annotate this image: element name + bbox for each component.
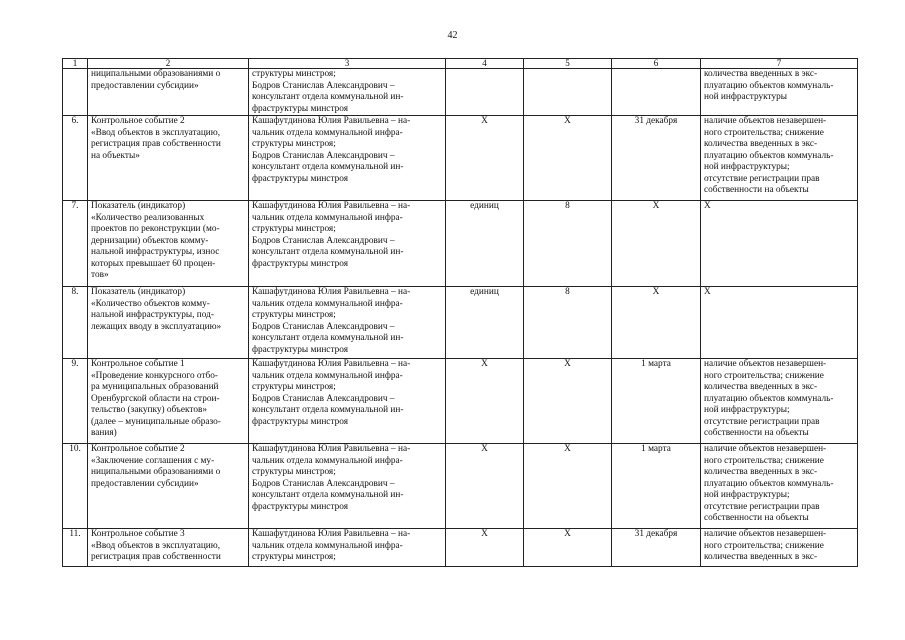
responsible-person: Кашафутдинова Юлия Равильевна – на- чальник отдела коммунальной инфра- структуры минстроя; Бодров Станислав Александрович – консультант отдела коммунальной ин- фраструктуры минстроя xyxy=(249,201,446,287)
event-name: Контрольное событие 2 «Ввод объектов в эксплуатацию, регистрация прав собственности на объекты» xyxy=(88,116,249,201)
unit: единиц xyxy=(446,201,524,287)
column-number: 5 xyxy=(524,59,612,69)
table-row xyxy=(63,287,858,359)
responsible-person: Кашафутдинова Юлия Равильевна – на- чальник отдела коммунальной инфра- структуры минстроя; Бодров Станислав Александрович – консультант отдела коммунальной ин- фраструктуры минстроя xyxy=(249,287,446,359)
result-description: наличие объектов незавершен- ного строительства; снижение количества введенных в экс- плуатацию объектов коммуналь- ной инфраструктуры; отсутствие регистрации прав собственности на объекты xyxy=(701,444,858,529)
column-number: 7 xyxy=(701,59,858,69)
page-number: 42 xyxy=(447,30,458,41)
value: 8 xyxy=(524,201,612,287)
table-row xyxy=(63,69,858,116)
result-description: наличие объектов незавершен- ного строительства; снижение количества введенных в экс- плуатацию объектов коммуналь- ной инфраструктуры; отсутствие регистрации прав собственности на объекты xyxy=(701,116,858,201)
value: Х xyxy=(524,359,612,444)
unit: единиц xyxy=(446,287,524,359)
value: Х xyxy=(524,444,612,529)
value: 8 xyxy=(524,287,612,359)
unit xyxy=(446,69,524,116)
date: 1 марта xyxy=(612,359,701,444)
event-name: Показатель (индикатор) «Количество объектов комму- нальной инфраструктуры, под- лежащих вводу в эксплуатацию» xyxy=(88,287,249,359)
responsible-person: Кашафутдинова Юлия Равильевна – на- чальник отдела коммунальной инфра- структуры минстроя; Бодров Станислав Александрович – консультант отдела коммунальной ин- фраструктуры минстроя xyxy=(249,444,446,529)
column-number: 6 xyxy=(612,59,701,69)
row-number: 9. xyxy=(63,359,88,444)
result-description: Х xyxy=(701,287,858,359)
date: 31 декабря xyxy=(612,529,701,567)
responsible-person: Кашафутдинова Юлия Равильевна – на- чальник отдела коммунальной инфра- структуры минстроя; xyxy=(249,529,446,567)
column-number: 3 xyxy=(249,59,446,69)
event-name: Контрольное событие 3 «Ввод объектов в эксплуатацию, регистрация прав собственности xyxy=(88,529,249,567)
row-number: 8. xyxy=(63,287,88,359)
event-name: Контрольное событие 2 «Заключение соглашения с му- ниципальными образованиями о предоставлении субсидии» xyxy=(88,444,249,529)
date: Х xyxy=(612,201,701,287)
table-row xyxy=(63,116,858,201)
column-number: 4 xyxy=(446,59,524,69)
responsible-person: Кашафутдинова Юлия Равильевна – на- чальник отдела коммунальной инфра- структуры минстроя; Бодров Станислав Александрович – консультант отдела коммунальной ин- фраструктуры минстроя xyxy=(249,359,446,444)
responsible-person: структуры минстроя; Бодров Станислав Александрович – консультант отдела коммунальной ин- фраструктуры минстроя xyxy=(249,69,446,116)
row-number xyxy=(63,69,88,116)
date: 31 декабря xyxy=(612,116,701,201)
row-number: 7. xyxy=(63,201,88,287)
column-number: 2 xyxy=(88,59,249,69)
column-number: 1 xyxy=(63,59,88,69)
event-name: Контрольное событие 1 «Проведение конкурсного отбо- ра муниципальных образований Оренбургской области на строи- тельство (закупку) объектов» (далее – муниципальные образо- вания) xyxy=(88,359,249,444)
responsible-person: Кашафутдинова Юлия Равильевна – на- чальник отдела коммунальной инфра- структуры минстроя; Бодров Станислав Александрович – консультант отдела коммунальной ин- фраструктуры минстроя xyxy=(249,116,446,201)
row-number: 6. xyxy=(63,116,88,201)
unit: Х xyxy=(446,529,524,567)
unit: Х xyxy=(446,116,524,201)
date: 1 марта xyxy=(612,444,701,529)
result-description: Х xyxy=(701,201,858,287)
event-name: ниципальными образованиями о предоставлении субсидии» xyxy=(88,69,249,116)
table-row xyxy=(63,359,858,444)
event-name: Показатель (индикатор) «Количество реализованных проектов по реконструкции (мо- дернизации) объектов комму- нальной инфраструктуры, износ которых превышает 60 процен- тов» xyxy=(88,201,249,287)
row-number: 10. xyxy=(63,444,88,529)
result-description: количества введенных в экс- плуатацию объектов коммуналь- ной инфраструктуры xyxy=(701,69,858,116)
value: Х xyxy=(524,529,612,567)
value xyxy=(524,69,612,116)
unit: Х xyxy=(446,359,524,444)
date xyxy=(612,69,701,116)
date: Х xyxy=(612,287,701,359)
table-row xyxy=(63,529,858,567)
plan-table xyxy=(62,58,858,567)
column-number-row xyxy=(63,59,858,69)
table-row xyxy=(63,444,858,529)
result-description: наличие объектов незавершен- ного строительства; снижение количества введенных в экс- плуатацию объектов коммуналь- ной инфраструктуры; отсутствие регистрации прав собственности на объекты xyxy=(701,359,858,444)
result-description: наличие объектов незавершен- ного строительства; снижение количества введенных в экс- xyxy=(701,529,858,567)
value: Х xyxy=(524,116,612,201)
row-number: 11. xyxy=(63,529,88,567)
unit: Х xyxy=(446,444,524,529)
table-row xyxy=(63,201,858,287)
